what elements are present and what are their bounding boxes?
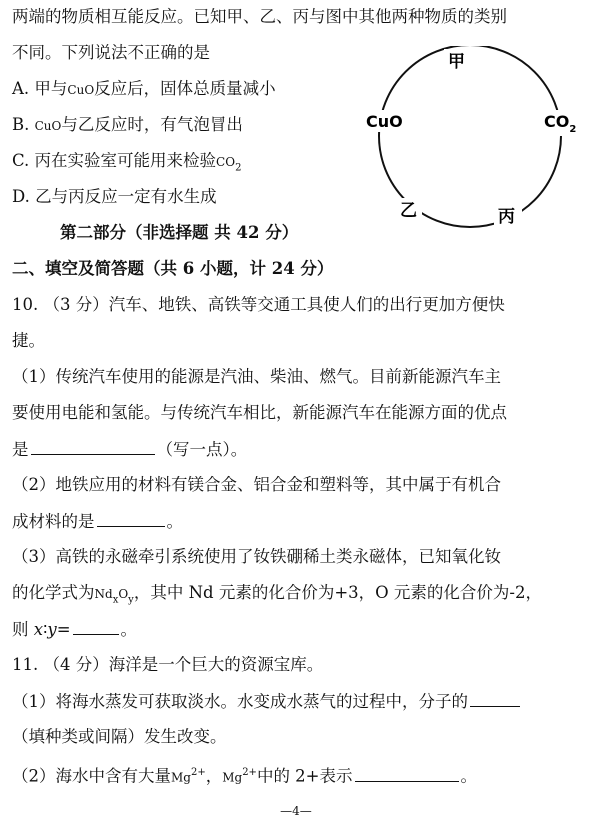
q11-p2-sup-2: 2+	[242, 767, 257, 778]
q10-p2-line-2-post: 。	[166, 512, 183, 531]
option-c-sub: 2	[235, 162, 242, 174]
option-b-letter: B.	[12, 115, 30, 134]
option-a-cuo: CuO	[67, 83, 95, 97]
q11-stem: 11. （4 分）海洋是一个巨大的资源宝库。	[12, 655, 324, 674]
q10-p3-x: x	[33, 620, 44, 639]
section2-title: 二、填空及简答题（共 6 小题，计 24 分）	[12, 259, 334, 278]
q10-p3-line-3-post: 。	[120, 620, 138, 639]
option-a-text-post: 反应后，固体总质量减小	[94, 79, 276, 98]
q11-p1-line-2: （填种类或间隔）发生改变。	[12, 727, 227, 746]
q11-p2-comma: ，	[205, 766, 223, 786]
diagram-label-right-sub: 2	[569, 124, 577, 135]
q11-p2-answer-blank[interactable]	[355, 765, 459, 782]
diagram-label-left: CuO	[366, 112, 403, 131]
option-c-text: 丙在实验室可能用来检验	[34, 151, 217, 170]
option-b	[12, 114, 243, 137]
q10-p3-colon: ∶	[43, 620, 48, 639]
q10-p3-line-2	[12, 582, 542, 611]
option-d-text: 乙与丙反应一定有水生成	[35, 187, 217, 206]
q10-p1-answer-blank[interactable]	[31, 438, 155, 455]
q11-p2-line	[12, 762, 477, 789]
q11-p2-sup-1: 2+	[190, 767, 206, 778]
q10-p3-y: y	[47, 620, 57, 639]
q10-p2-answer-blank[interactable]	[97, 510, 165, 527]
q10-p3-answer-blank[interactable]	[73, 618, 119, 635]
option-d	[12, 186, 217, 208]
q11-p2-mg-1: Mg	[171, 770, 191, 785]
q10-p3-line-1: （3）高铁的永磁牵引系统使用了钕铁硼稀土类永磁体，已知氧化钕	[12, 547, 501, 566]
q10-p2-line-2	[12, 510, 183, 533]
q11-p1-line-1-text: （1）将海水蒸发可获取淡水。水变成水蒸气的过程中，分子的	[12, 692, 468, 711]
reaction-circle-diagram	[360, 46, 592, 236]
intro-line-1: 两端的物质相互能反应。已知甲、乙、丙与图中其他两种物质的类别	[12, 7, 507, 26]
option-a	[12, 78, 276, 101]
q11-p1-line-1	[12, 690, 522, 713]
option-c	[12, 150, 241, 179]
q10-p3-eq: =	[56, 620, 71, 639]
option-d-letter: D.	[12, 187, 30, 206]
intro-line-2: 不同。下列说法不正确的是	[12, 43, 210, 62]
q10-p2-line-1: （2）地铁应用的材料有镁合金、铝合金和塑料等，其中属于有机合	[12, 475, 501, 494]
q10-p3-line-2-pre: 的化学式为	[12, 583, 95, 602]
option-a-text-pre: 甲与	[34, 79, 68, 98]
q10-stem-1: 10. （3 分）汽车、地铁、高铁等交通工具使人们的出行更加方便快	[12, 295, 505, 314]
diagram-label-top: 甲	[448, 52, 465, 72]
page-number: —4—	[280, 804, 312, 818]
q11-p2-mid: 中的 2+表示	[256, 766, 353, 786]
q11-p2-pre: （2）海水中含有大量	[12, 766, 171, 786]
q10-p2-line-2-pre: 成材料的是	[12, 512, 95, 531]
q10-p3-formula-nd: Nd	[94, 587, 113, 601]
option-c-letter: C.	[12, 151, 30, 170]
q10-stem-2: 捷。	[12, 331, 45, 350]
q10-p3-sub-x: x	[112, 594, 119, 606]
diagram-label-bottom-right: 丙	[498, 207, 515, 227]
q10-p1-line-3	[12, 438, 247, 461]
diagram-label-bottom-left: 乙	[400, 201, 417, 221]
option-c-co: CO	[216, 155, 236, 169]
q10-p3-line-3-pre: 则	[12, 620, 34, 639]
q10-p1-line-2: 要使用电能和氢能。与传统汽车相比，新能源汽车在能源方面的优点	[12, 403, 507, 422]
part2-title: 第二部分（非选择题 共 42 分）	[60, 223, 299, 242]
q10-p3-sub-y: y	[128, 594, 134, 606]
option-b-cuo: CuO	[34, 119, 62, 133]
diagram-label-right-main: CO	[544, 112, 570, 131]
q10-p3-line-2-post: ，其中 Nd 元素的化合价为+3，O 元素的化合价为-2，	[133, 583, 542, 602]
q10-p3-formula-o: O	[118, 587, 129, 601]
q10-p3-line-3	[12, 618, 137, 641]
q10-p1-line-1: （1）传统汽车使用的能源是汽油、柴油、燃气。目前新能源汽车主	[12, 367, 501, 386]
option-b-text: 与乙反应时，有气泡冒出	[61, 115, 243, 134]
option-a-letter: A.	[12, 79, 30, 98]
q10-p1-line-3-pre: 是	[12, 440, 29, 459]
q11-p1-answer-blank[interactable]	[470, 690, 520, 707]
q10-p1-line-3-post: （写一点）。	[156, 440, 248, 459]
q11-p2-post: 。	[460, 766, 478, 786]
q11-p2-mg-2: Mg	[222, 770, 243, 785]
